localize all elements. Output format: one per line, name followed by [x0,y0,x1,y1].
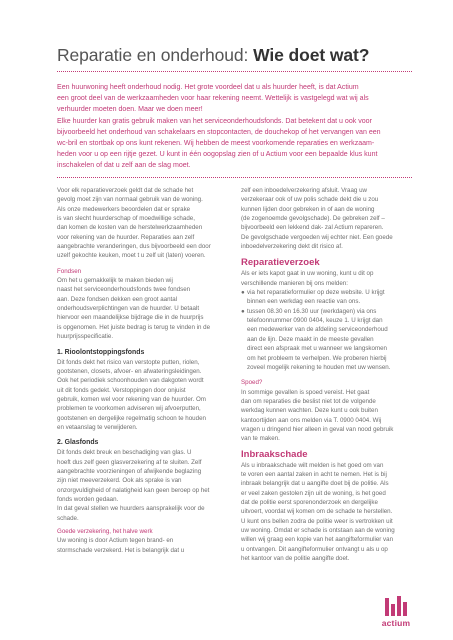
text-line: gevolg moet zijn van normaal gebruik van de woning. [57,196,203,204]
text-line: inboedelverzekering dekt dit risico af. [241,243,343,251]
intro-line: een groot deel van de werkzaamheden voor haar rekening neemt. Wettelijk is vastgelegd wat wij als [57,95,369,103]
text-line: willen wij graag een kopie van het aangifteformulier van [241,536,394,544]
text-line: verschillende manieren bij ons melden: [241,279,348,287]
text-line: kunnen lijden door gebreken in of aan de woning [241,205,375,213]
inboedel-paragraph [241,186,415,251]
intro-text [57,82,417,172]
fondsen-paragraph [57,276,231,341]
text-line: dan komen de kosten van de herstelwerkzaamheden [57,224,203,232]
text-line: In dat geval stellen we huurders aansprakelijk voor de [57,505,205,513]
glasfonds-heading: 2. Glasfonds [57,439,99,447]
text-line: direct een afspraak met u wanneer we langskomen [247,345,387,353]
fondsen-heading: Fondsen [57,267,82,275]
text-line: om het probleem te verhelpen. We proberen hierbij [247,354,387,362]
text-line: schade. [57,514,79,522]
text-line: via het reparatieformulier op deze website. U krijgt [247,289,385,297]
intro-line: Een huurwoning heeft onderhoud nodig. Het grote voordeel dat u als huurder heeft, is dat Actium [57,84,359,91]
text-line: tussen 08.30 en 16.30 uur (werkdagen) via ons [247,307,377,315]
text-line: u ontvangen. Dit aangifteformulier ontvangt u als u op [241,545,388,553]
text-line: Dit fonds dekt breuk en beschadiging van glas. U [57,449,192,457]
bullet-icon: ● [241,307,245,315]
divider [57,71,412,72]
text-line: problemen te voorkomen adviseren wij afvoerputten, [57,405,201,413]
logo-mark-icon [381,596,411,616]
verzekering-paragraph [57,536,231,555]
text-line: telefoonnummer 0900 0404, keuze 1. U krijgt dan [247,317,383,325]
text-line: is opgenomen. Het juiste bedrag is terug te vinden in de [57,323,211,331]
text-line: Ook het periodiek schoonhouden van dakgoten wordt [57,377,204,385]
text-line: zijn niet meeverzekerd. Ook als sprake is van [57,477,182,485]
reparatieverzoek-heading: Reparatieverzoek [241,257,320,269]
intro-line: Elke huurder kan gratis gebruik maken van het serviceonderhoudsfonds. Dat betekent dat u ook voor [57,117,372,125]
inbraakschade-paragraph [241,461,415,564]
text-line: inbraak belangrijk dat u aangifte doet bij de politie. Als [241,480,389,488]
right-column [241,186,415,563]
text-line: uzelf gekochte keuken, moet t u zelf uit (laten) voeren. [57,252,206,260]
text-line: gootstenen en dergelijke regelmatig schoon te houden [57,414,206,422]
intro-line: heden voor u op een rijtje gezet. U kunt in één oogopslag zien of u Actium voor een bepaalde klus kunt [57,151,378,159]
verzekering-heading: Goede verzekering, het halve werk [57,528,153,535]
left-column [57,186,231,555]
text-line: binnen een werkdag een reactie van ons. [247,298,361,306]
text-line: voor rekening van de huurder. Reparaties aan zelf [57,233,195,241]
text-line: werkdag kunnen wachten. Deze kunt u ook buiten [241,407,378,415]
rioolontstoppingsfonds-heading: 1. Rioolontstoppingsfonds [57,348,145,356]
text-line: stormschade verzekerd. Het is belangrijk dat u [57,546,185,554]
text-line: hoeft dus zelf geen glasverzekering af te sluiten. Zelf [57,458,202,466]
text-line: fonds worden gedaan. [57,495,119,503]
text-line: een medewerker van de afdeling serviceonderhoud [247,326,388,334]
text-line: In sommige gevallen is spoed vereist. Het gaat [241,388,370,396]
text-line: gebruik, komen wel voor rekening van de huurder. Om [57,395,206,403]
spoed-heading: Spoed? [241,379,263,387]
reparatieverzoek-intro [241,269,415,288]
text-line: Voor elk reparatieverzoek geldt dat de schade het [57,187,194,194]
text-line: te voren een aantal zaken in acht te nemen. Het is bij [241,470,387,478]
text-line: het kantoor van de politie aangifte doet. [241,555,350,563]
text-line: gootstenen, closets, afvoer- en afwateringsleidingen. [57,367,202,375]
text-line: aan de lijn. Deze maakt in de meeste gevallen [247,335,374,343]
spoed-paragraph [241,388,415,444]
text-line: uw woning. Omdat er schade is ontstaan aan de woning [241,527,395,534]
actium-logo [381,596,411,632]
divider [57,177,412,178]
text-line: vragen u dringend hier alleen in geval van nood gebruik [241,425,394,433]
text-line: De gevolgschade vergoeden wij echter niet. Een goede [241,233,393,241]
text-line: bijvoorbeeld een lekkend dak- zal Actium repareren. [241,224,384,232]
text-line: uit dit fonds gedekt. Verstoppingen door onjuist [57,386,186,394]
text-line: aangebrachte veranderingen, dus bijvoorbeeld een door [57,243,211,251]
text-line: zelf een inboedelverzekering afsluit. Vraag uw [241,187,368,194]
intro-paragraph [57,186,231,261]
inbraakschade-heading: Inbraakschade [241,448,308,460]
list-item [241,288,415,307]
text-line: aan. Deze fondsen dekken een groot aantal [57,295,178,303]
text-line: huurprijsspecificatie. [57,333,114,341]
text-line: Dit fonds dekt het risico van verstopte putten, riolen, [57,358,200,366]
text-line: dan om reparaties die beslist niet tot de volgende [241,397,376,405]
text-line: aangebrachte voorzieningen of afwijkende beglazing [57,467,202,475]
text-line: Als onze medewerkers beoordelen dat er sprake [57,205,191,213]
text-line: hiervoor een maandelijkse bijdrage die in de huurprijs [57,314,204,322]
text-line: (de zogenoemde gevolgschade). De gebreken zelf – [241,215,385,223]
list-item [241,307,415,372]
text-line: uitvoert, voordat wij komen om de schade te herstellen. [241,508,393,516]
text-line: Als u inbraakschade wilt melden is het goed om van [241,461,384,469]
intro-line: inschakelen of dat u zelf aan de slag moet. [57,162,191,170]
text-line: en vetaanslag te verwijderen. [57,423,138,431]
text-line: Uw woning is door Actium tegen brand- en [57,537,174,545]
bullet-icon: ● [241,289,245,297]
intro-line: bijvoorbeeld het onderhoud van schakelaars en stopcontacten, de douchekop of het vervangen van een [57,128,381,136]
text-line: van te maken. [241,435,280,443]
text-line: Als er iets kapot gaat in uw woning, kunt u dit op [241,270,374,278]
text-line: onzorgvuldigheid of nalatigheid kan geen beroep op het [57,486,210,494]
rioolontstoppingsfonds-paragraph [57,358,231,433]
logo-text: actium [381,618,411,628]
text-line: Om het u gemakkelijk te maken bieden wij [57,277,173,285]
text-line: er veel zaken gestolen zijn uit de woning, is het goed [241,489,386,497]
intro-line: verhuurder moeten doen. Maar we doen meer! [57,106,203,114]
text-line: is van slecht huurderschap of moedwillige schade, [57,215,195,223]
text-line: U kunt ons bellen zodra de politie weer is vertrokken uit [241,517,393,525]
text-line: dat de politie eerst sporenonderzoek en dergelijke [241,498,378,506]
page-title: Reparatie en onderhoud: Wie doet wat? [57,45,370,65]
text-line: kantoortijden aan ons melden via T. 0900 0404. Wij [241,416,382,424]
intro-line: wc-bril en stortbak op ons kunt rekenen. Wij hebben de meest voorkomende reparaties en werkzaam- [57,140,375,148]
glasfonds-paragraph [57,448,231,523]
text-line: naast het serviceonderhoudsfonds twee fondsen [57,286,191,294]
text-line: zoveel mogelijk rekening te houden met uw wensen. [247,363,391,371]
text-line: onderhoudsverplichtingen van de huurder. U betaalt [57,305,200,313]
text-line: verzekeraar ook of uw polis schade dekt die u zou [241,196,379,204]
